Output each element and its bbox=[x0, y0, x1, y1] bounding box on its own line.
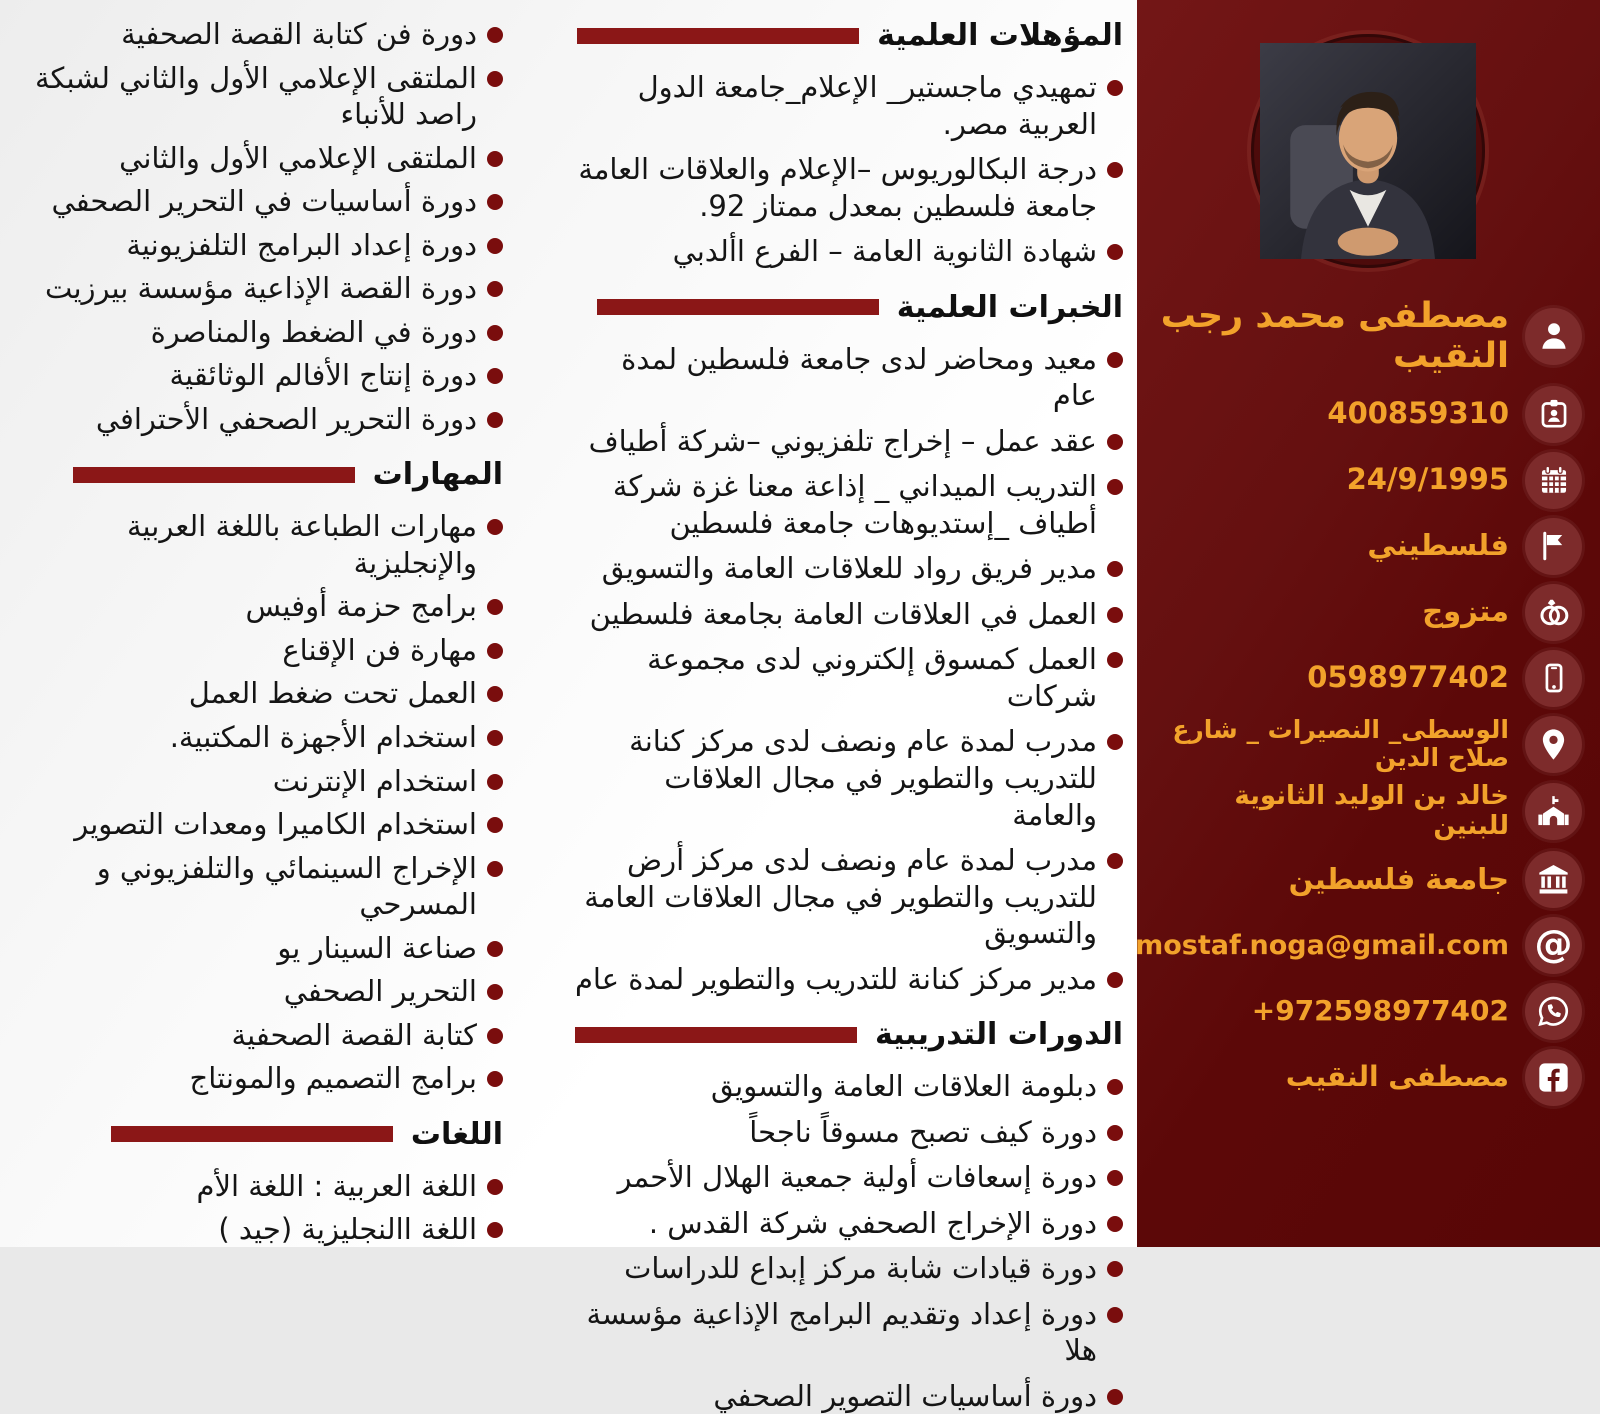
bullet-icon bbox=[487, 643, 503, 659]
list-item bbox=[30, 183, 503, 220]
bullet-icon bbox=[487, 1179, 503, 1195]
bullet-icon bbox=[1107, 434, 1123, 450]
bullet-icon bbox=[1107, 1125, 1123, 1141]
training-title: الدورات التدريبية bbox=[874, 1017, 1123, 1053]
languages-title-bar bbox=[111, 1126, 393, 1142]
list-item bbox=[571, 1068, 1123, 1105]
list-item-text: دورة قيادات شابة مركز إبداع للدراسات bbox=[624, 1251, 1097, 1286]
list-item bbox=[571, 151, 1123, 224]
experience-title: الخبرات العلمية bbox=[896, 289, 1123, 325]
qualifications-title: المؤهلات العلمية bbox=[877, 18, 1123, 53]
list-item bbox=[30, 588, 503, 625]
list-item bbox=[571, 641, 1123, 714]
list-item-text: اللغة العربية : اللغة الأم bbox=[196, 1168, 477, 1203]
list-item bbox=[30, 973, 503, 1010]
experience-title-bar bbox=[597, 299, 879, 315]
school-icon bbox=[1525, 783, 1582, 840]
sidebar-item-text: خالد بن الوليد الثانوية للبنين bbox=[1234, 781, 1509, 841]
sidebar-item-text: فلسطيني bbox=[1367, 528, 1509, 563]
list-item-text: عقد عمل – إخراج تلفزيوني –شركة أطياف bbox=[588, 423, 1097, 458]
list-item-text: مهارة فن الإقناع bbox=[282, 632, 477, 667]
left-column bbox=[0, 0, 545, 1247]
bullet-icon bbox=[1107, 1170, 1123, 1186]
bullet-icon bbox=[487, 412, 503, 428]
sidebar-item-flag bbox=[1147, 518, 1588, 575]
list-item bbox=[30, 357, 503, 394]
bullet-icon bbox=[1107, 972, 1123, 988]
list-item bbox=[30, 763, 503, 800]
bullet-icon bbox=[1107, 1389, 1123, 1405]
bullet-icon bbox=[1107, 162, 1123, 178]
list-item bbox=[30, 140, 503, 177]
list-item-text: العمل في العلاقات العامة بجامعة فلسطين bbox=[589, 596, 1097, 631]
skills-section-header bbox=[30, 457, 503, 492]
list-item bbox=[30, 806, 503, 843]
bullet-icon bbox=[487, 368, 503, 384]
list-item bbox=[30, 719, 503, 756]
bullet-icon bbox=[487, 151, 503, 167]
list-item-text: التدريب الميداني _ إذاعة معنا غزة شركة أطياف _إستديوهات جامعة فلسطين bbox=[603, 469, 1097, 540]
list-item-text: برامج حزمة أوفيس bbox=[245, 589, 477, 624]
bullet-icon bbox=[487, 1222, 503, 1238]
sidebar-item-text: مصطفى النقيب bbox=[1285, 1060, 1509, 1094]
sidebar-item-university bbox=[1147, 851, 1588, 908]
list-item bbox=[30, 16, 503, 53]
sidebar-item-email bbox=[1135, 917, 1588, 974]
list-item bbox=[30, 1060, 503, 1097]
list-item bbox=[30, 314, 503, 351]
bullet-icon bbox=[487, 686, 503, 702]
list-item bbox=[30, 675, 503, 712]
training-section-header bbox=[571, 1017, 1123, 1052]
bullet-icon bbox=[487, 861, 503, 877]
training-list bbox=[571, 1068, 1123, 1414]
sidebar bbox=[1137, 0, 1600, 1247]
sidebar-item-calendar bbox=[1147, 452, 1588, 509]
bullet-icon bbox=[487, 984, 503, 1000]
skills-list bbox=[30, 508, 503, 1096]
list-item-text: الملتقى الإعلامي الأول والثاني bbox=[119, 140, 477, 175]
list-item bbox=[30, 850, 503, 923]
bullet-icon bbox=[487, 774, 503, 790]
bullet-icon bbox=[487, 730, 503, 746]
qualifications-title-bar bbox=[577, 28, 859, 44]
list-item-text: برامج التصميم والمونتاج bbox=[189, 1061, 477, 1096]
bullet-icon bbox=[1107, 352, 1123, 368]
list-item bbox=[30, 1168, 503, 1205]
bullet-icon bbox=[1107, 244, 1123, 260]
bullet-icon bbox=[487, 1028, 503, 1044]
list-item bbox=[571, 723, 1123, 833]
list-item bbox=[571, 69, 1123, 142]
bullet-icon bbox=[1107, 80, 1123, 96]
sidebar-item-text: جامعة فلسطين bbox=[1288, 861, 1509, 896]
list-item-text: معيد ومحاضر لدى جامعة فلسطين لمدة عام bbox=[611, 341, 1097, 413]
bullet-icon bbox=[487, 281, 503, 297]
languages-list bbox=[30, 1168, 503, 1248]
location-icon bbox=[1525, 716, 1582, 773]
list-item-text: مهارات الطباعة باللغة العربية والإنجليزية bbox=[117, 509, 477, 580]
bullet-icon bbox=[1107, 1216, 1123, 1232]
sidebar-item-text: 24/9/1995 bbox=[1346, 462, 1509, 497]
list-item-text: دورة فن كتابة القصة الصحفية bbox=[121, 17, 477, 51]
list-item-text: دورة إعداد البرامج التلفزيونية bbox=[126, 227, 477, 262]
bullet-icon bbox=[1107, 734, 1123, 750]
bullet-icon bbox=[1107, 561, 1123, 577]
list-item-text: مدرب لمدة عام ونصف لدى مركز أرض للتدريب والتطوير في مجال العلاقات العامة والتسويق bbox=[575, 843, 1097, 951]
list-item-text: الملتقى الإعلامي الأول والثاني لشبكة راصد للأنباء bbox=[25, 60, 477, 132]
list-item bbox=[30, 1017, 503, 1054]
list-item bbox=[30, 930, 503, 967]
flag-icon bbox=[1525, 518, 1582, 575]
sidebar-item-text: 0598977402 bbox=[1307, 660, 1509, 695]
list-item-text: مدير مركز كنانة للتدريب والتطوير لمدة عام bbox=[574, 961, 1097, 996]
list-item bbox=[571, 423, 1123, 460]
bullet-icon bbox=[487, 27, 503, 43]
list-item-text: استخدام الأجهزة المكتبية. bbox=[169, 719, 477, 754]
sidebar-item-text: mostaf.noga@gmail.com bbox=[1135, 929, 1509, 961]
list-item-text: كتابة القصة الصحفية bbox=[231, 1017, 477, 1052]
sidebar-item-id-card bbox=[1147, 386, 1588, 443]
list-item-text: دورة إنتاج الأفالم الوثائقية bbox=[169, 358, 477, 393]
list-item-text: العمل كمسوق إلكتروني لدى مجموعة شركات bbox=[637, 642, 1097, 713]
whatsapp-icon bbox=[1525, 983, 1582, 1040]
bullet-icon bbox=[487, 71, 503, 87]
list-item-text: دورة كيف تصبح مسوقاً ناجحاً bbox=[749, 1114, 1097, 1149]
bullet-icon bbox=[1107, 607, 1123, 623]
list-item-text: دورة القصة الإذاعية مؤسسة بيرزيت bbox=[44, 271, 477, 306]
list-item bbox=[571, 842, 1123, 952]
sidebar-item-school bbox=[1147, 782, 1588, 842]
email-icon: @ bbox=[1525, 917, 1582, 974]
list-item bbox=[30, 508, 503, 581]
university-icon bbox=[1525, 851, 1582, 908]
sidebar-item-text: +972598977402 bbox=[1251, 994, 1509, 1028]
list-item-text: دورة إسعافات أولية جمعية الهلال الأحمر bbox=[617, 1160, 1097, 1195]
list-item-text: صناعة السينار يو bbox=[277, 930, 477, 965]
bullet-icon bbox=[487, 519, 503, 535]
list-item-text: دورة الإخراج الصحفي شركة القدس . bbox=[648, 1205, 1097, 1240]
list-item-text: دورة أساسيات التصوير الصحفي bbox=[713, 1378, 1097, 1413]
sidebar-item-phone bbox=[1147, 650, 1588, 707]
courses-continued-list bbox=[25, 16, 503, 437]
sidebar-contact-list bbox=[1135, 386, 1588, 1106]
list-item bbox=[571, 1296, 1123, 1369]
experience-section-header bbox=[571, 290, 1123, 325]
list-item-text: الإخراج السينمائي والتلفزيوني و المسرحي bbox=[87, 850, 477, 922]
phone-icon bbox=[1525, 650, 1582, 707]
list-item-text: دورة التحرير الصحفي الأحترافي bbox=[95, 401, 477, 436]
list-item bbox=[571, 1205, 1123, 1242]
calendar-icon bbox=[1525, 452, 1582, 509]
full-name: مصطفى محمد رجب النقيب bbox=[1160, 296, 1509, 377]
sidebar-item-whatsapp bbox=[1147, 983, 1588, 1040]
list-item-text: العمل تحت ضغط العمل bbox=[188, 676, 477, 711]
bullet-icon bbox=[487, 238, 503, 254]
list-item bbox=[571, 1250, 1123, 1287]
bullet-icon bbox=[1107, 1307, 1123, 1323]
profile-photo-wrap bbox=[1147, 34, 1588, 268]
sidebar-name-row bbox=[1147, 296, 1588, 377]
list-item bbox=[30, 632, 503, 669]
qualifications-list bbox=[571, 69, 1123, 270]
sidebar-item-rings bbox=[1147, 584, 1588, 641]
list-item-text: درجة البكالوريوس –الإعلام والعلاقات العامة جامعة فلسطين بمعدل ممتاز 92. bbox=[569, 152, 1097, 223]
sidebar-item-text: متزوج bbox=[1422, 594, 1509, 629]
list-item-text: دورة أساسيات في التحرير الصحفي bbox=[51, 184, 477, 219]
sidebar-item-text: 400859310 bbox=[1327, 396, 1509, 431]
bullet-icon bbox=[1107, 853, 1123, 869]
middle-column bbox=[545, 0, 1137, 1413]
list-item-text: تمهيدي ماجستير_ الإعلام_جامعة الدول العربية مصر. bbox=[628, 70, 1097, 141]
facebook-icon bbox=[1525, 1049, 1582, 1106]
list-item-text: دورة في الضغط والمناصرة bbox=[150, 314, 477, 349]
list-item bbox=[571, 1378, 1123, 1414]
list-item-text: دبلومة العلاقات العامة والتسويق bbox=[710, 1069, 1097, 1104]
id-card-icon bbox=[1525, 386, 1582, 443]
bullet-icon bbox=[1107, 1261, 1123, 1277]
list-item bbox=[571, 961, 1123, 998]
skills-title-bar bbox=[73, 467, 355, 483]
sidebar-item-location bbox=[1147, 716, 1588, 774]
bullet-icon bbox=[487, 325, 503, 341]
bullet-icon bbox=[1107, 652, 1123, 668]
list-item bbox=[571, 596, 1123, 633]
list-item bbox=[30, 270, 503, 307]
list-item-text: شهادة الثانوية العامة – الفرع األدبي bbox=[672, 234, 1097, 269]
profile-photo bbox=[1251, 34, 1485, 268]
bullet-icon bbox=[1107, 479, 1123, 495]
list-item bbox=[571, 1114, 1123, 1151]
list-item bbox=[571, 341, 1123, 414]
list-item-text: دورة إعداد وتقديم البرامج الإذاعية مؤسسة هلا bbox=[577, 1296, 1097, 1368]
sidebar-item-facebook bbox=[1147, 1049, 1588, 1106]
bullet-icon bbox=[487, 194, 503, 210]
person-icon bbox=[1525, 308, 1582, 365]
bullet-icon bbox=[487, 941, 503, 957]
training-title-bar bbox=[575, 1027, 857, 1043]
bullet-icon bbox=[487, 599, 503, 615]
sidebar-item-text: الوسطى_ النصيرات _ شارع صلاح الدين bbox=[1172, 714, 1509, 773]
list-item bbox=[571, 468, 1123, 541]
skills-title: المهارات bbox=[372, 457, 503, 493]
list-item bbox=[30, 1211, 503, 1248]
list-item bbox=[30, 227, 503, 264]
list-item bbox=[571, 1159, 1123, 1196]
bullet-icon bbox=[487, 817, 503, 833]
list-item-text: مدرب لمدة عام ونصف لدى مركز كنانة للتدريب والتطوير في مجال العلاقات والعامة bbox=[619, 724, 1097, 832]
rings-icon bbox=[1525, 584, 1582, 641]
languages-section-header bbox=[30, 1117, 503, 1152]
list-item-text: التحرير الصحفي bbox=[283, 974, 477, 1009]
list-item bbox=[571, 550, 1123, 587]
qualifications-section-header bbox=[571, 18, 1123, 53]
list-item bbox=[25, 60, 503, 133]
experience-list bbox=[571, 341, 1123, 998]
portrait-illustration bbox=[1260, 43, 1476, 259]
list-item bbox=[571, 233, 1123, 270]
list-item-text: مدير فريق رواد للعلاقات العامة والتسويق bbox=[601, 551, 1097, 586]
languages-title: اللغات bbox=[410, 1116, 503, 1152]
bullet-icon bbox=[1107, 1079, 1123, 1095]
list-item-text: استخدام الإنترنت bbox=[272, 763, 477, 798]
list-item-text: اللغة االنجليزية (جيد ) bbox=[218, 1212, 477, 1247]
list-item-text: استخدام الكاميرا ومعدات التصوير bbox=[74, 807, 477, 842]
bullet-icon bbox=[487, 1071, 503, 1087]
list-item bbox=[30, 401, 503, 438]
